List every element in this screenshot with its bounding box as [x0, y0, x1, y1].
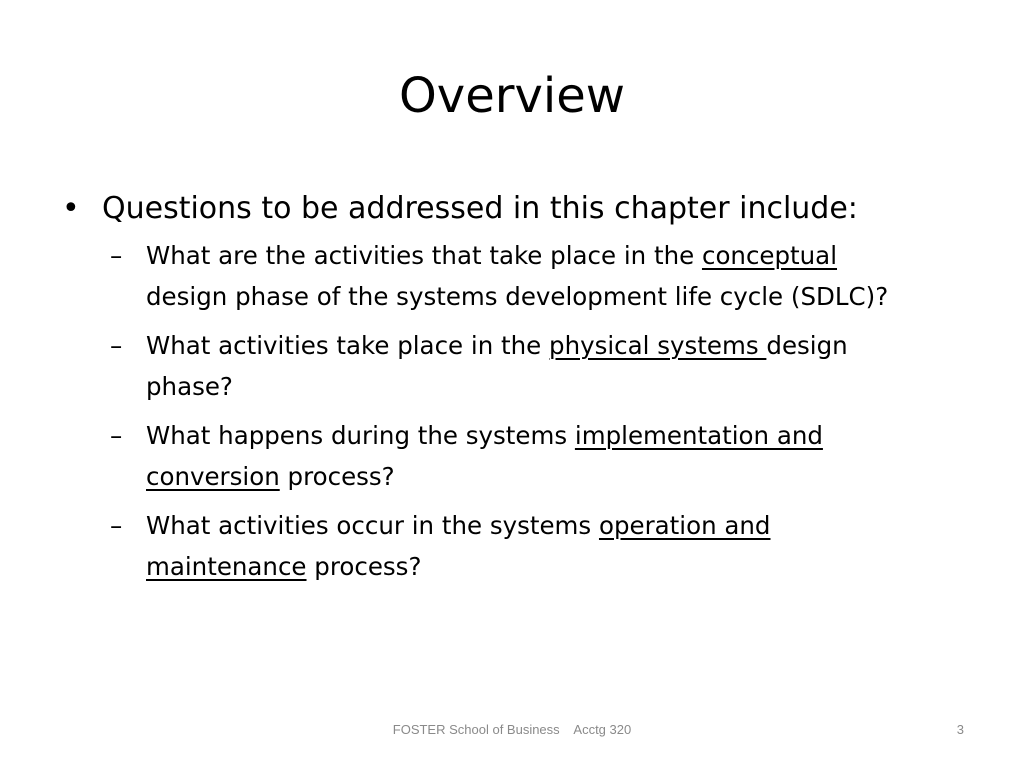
bullet-marker: •	[62, 191, 80, 226]
dash-marker: –	[110, 511, 123, 540]
dash-marker: –	[110, 331, 123, 360]
slide-footer: FOSTER School of Business Acctg 320	[392, 722, 632, 737]
sub-bullet-item	[62, 415, 922, 497]
sub-bullet-text: process?	[306, 552, 422, 581]
main-bullet-text: Questions to be addressed in this chapter include:	[102, 191, 858, 226]
sub-bullet-item	[62, 235, 922, 317]
sub-bullet-text: What happens during the systems	[146, 421, 575, 450]
dash-marker: –	[110, 421, 123, 450]
sub-bullet-text: What are the activities that take place in the	[146, 241, 702, 270]
sub-bullet-text: What activities occur in the systems	[146, 511, 599, 540]
sub-bullet-text: design phase of the systems development life cycle (SDLC)?	[146, 282, 889, 311]
sub-bullet-text: process?	[279, 462, 395, 491]
sub-bullet-item	[62, 505, 922, 587]
sub-bullet-text: What activities take place in the	[146, 331, 550, 360]
slide-title: Overview	[399, 68, 625, 124]
main-bullet	[62, 183, 962, 235]
sub-bullet-list	[62, 235, 962, 587]
slide-content	[62, 183, 962, 595]
slide-number: 3	[956, 722, 964, 737]
dash-marker: –	[110, 241, 123, 270]
sub-bullet-item	[62, 325, 922, 407]
underlined-term: operation and maintenance	[146, 511, 771, 581]
sub-bullet-text: design phase?	[146, 331, 848, 401]
underlined-term: conceptual	[701, 241, 838, 270]
underlined-term: physical systems	[549, 331, 767, 360]
underlined-term: implementation and conversion	[146, 421, 823, 491]
